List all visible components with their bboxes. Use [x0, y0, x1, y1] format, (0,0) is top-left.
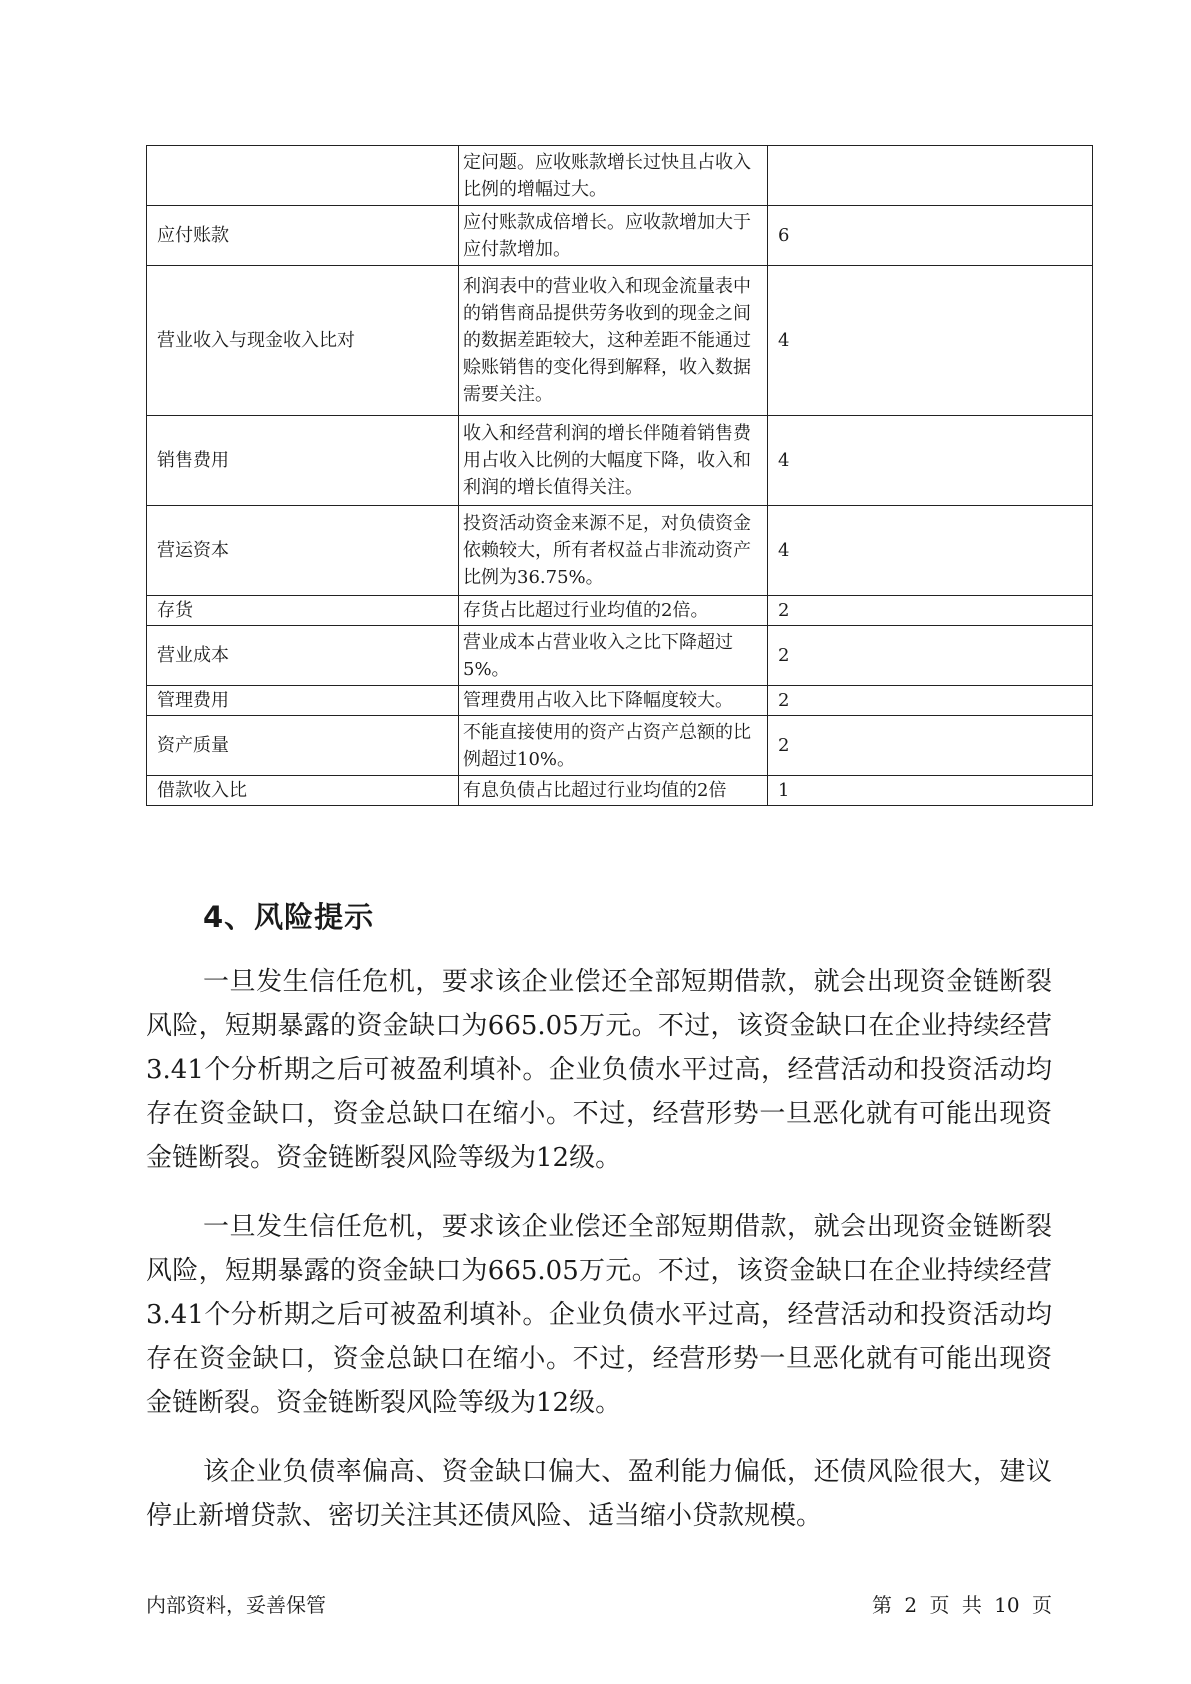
table-row — [147, 146, 1093, 206]
table-row — [147, 686, 1093, 716]
score-cell: 4 — [768, 416, 1093, 506]
table-row — [147, 506, 1093, 596]
score-cell: 2 — [768, 626, 1093, 686]
table-row — [147, 206, 1093, 266]
indicator-name-cell: 资产质量 — [147, 716, 459, 776]
description-cell: 利润表中的营业收入和现金流量表中的销售商品提供劳务收到的现金之间的数据差距较大，这种差距不能通过赊账销售的变化得到解释，收入数据需要关注。 — [459, 266, 768, 416]
paragraph: 一旦发生信任危机，要求该企业偿还全部短期借款，就会出现资金链断裂风险，短期暴露的资金缺口为665.05万元。不过，该资金缺口在企业持续经营 3.41个分析期之后可被盈利填补。企业负债水平过高，经营活动和投资活动均存在资金缺口，资金总缺口在缩小。不过，经营形势一旦恶化就有可能出现资金链断裂。资金链断裂风险等级为12级。 — [146, 967, 1052, 1173]
table-row — [147, 596, 1093, 626]
description-cell: 存货占比超过行业均值的2倍。 — [459, 596, 768, 626]
description-cell: 营业成本占营业收入之比下降超过5%。 — [459, 626, 768, 686]
indicator-name-cell: 应付账款 — [147, 206, 459, 266]
score-cell: 4 — [768, 266, 1093, 416]
table-row — [147, 776, 1093, 806]
indicator-name-cell: 销售费用 — [147, 416, 459, 506]
indicator-name-cell: 存货 — [147, 596, 459, 626]
table-row — [147, 626, 1093, 686]
description-cell: 应付账款成倍增长。应收款增加大于应付款增加。 — [459, 206, 768, 266]
table-row — [147, 716, 1093, 776]
description-cell: 管理费用占收入比下降幅度较大。 — [459, 686, 768, 716]
indicator-name-cell: 管理费用 — [147, 686, 459, 716]
indicator-name-cell: 借款收入比 — [147, 776, 459, 806]
risk-indicator-table-body — [147, 146, 1093, 806]
description-cell: 投资活动资金来源不足，对负债资金依赖较大，所有者权益占非流动资产比例为36.75%。 — [459, 506, 768, 596]
score-cell: 4 — [768, 506, 1093, 596]
table-row — [147, 266, 1093, 416]
indicator-name-cell: 营运资本 — [147, 506, 459, 596]
score-cell: 2 — [768, 596, 1093, 626]
indicator-name-cell — [147, 146, 459, 206]
indicator-name-cell: 营业成本 — [147, 626, 459, 686]
footer-page-number: 第 2 页 共 10 页 — [872, 1593, 1052, 1617]
score-cell: 2 — [768, 686, 1093, 716]
score-cell: 2 — [768, 716, 1093, 776]
footer-confidential-note: 内部资料，妥善保管 — [146, 1593, 326, 1617]
description-cell: 不能直接使用的资产占资产总额的比例超过10%。 — [459, 716, 768, 776]
description-cell: 定问题。应收账款增长过快且占收入比例的增幅过大。 — [459, 146, 768, 206]
score-cell: 6 — [768, 206, 1093, 266]
paragraph: 该企业负债率偏高、资金缺口偏大、盈利能力偏低，还债风险很大，建议停止新增贷款、密切关注其还债风险、适当缩小贷款规模。 — [146, 1457, 1052, 1531]
risk-indicator-table — [146, 145, 1093, 806]
description-cell: 有息负债占比超过行业均值的2倍 — [459, 776, 768, 806]
indicator-name-cell: 营业收入与现金收入比对 — [147, 266, 459, 416]
section-heading: 4、风险提示 — [203, 900, 375, 934]
paragraph: 一旦发生信任危机，要求该企业偿还全部短期借款，就会出现资金链断裂风险，短期暴露的资金缺口为665.05万元。不过，该资金缺口在企业持续经营 3.41个分析期之后可被盈利填补。企业负债水平过高，经营活动和投资活动均存在资金缺口，资金总缺口在缩小。不过，经营形势一旦恶化就有可能出现资金链断裂。资金链断裂风险等级为12级。 — [146, 1212, 1052, 1418]
table-row — [147, 416, 1093, 506]
score-cell — [768, 146, 1093, 206]
score-cell: 1 — [768, 776, 1093, 806]
description-cell: 收入和经营利润的增长伴随着销售费用占收入比例的大幅度下降，收入和利润的增长值得关注。 — [459, 416, 768, 506]
